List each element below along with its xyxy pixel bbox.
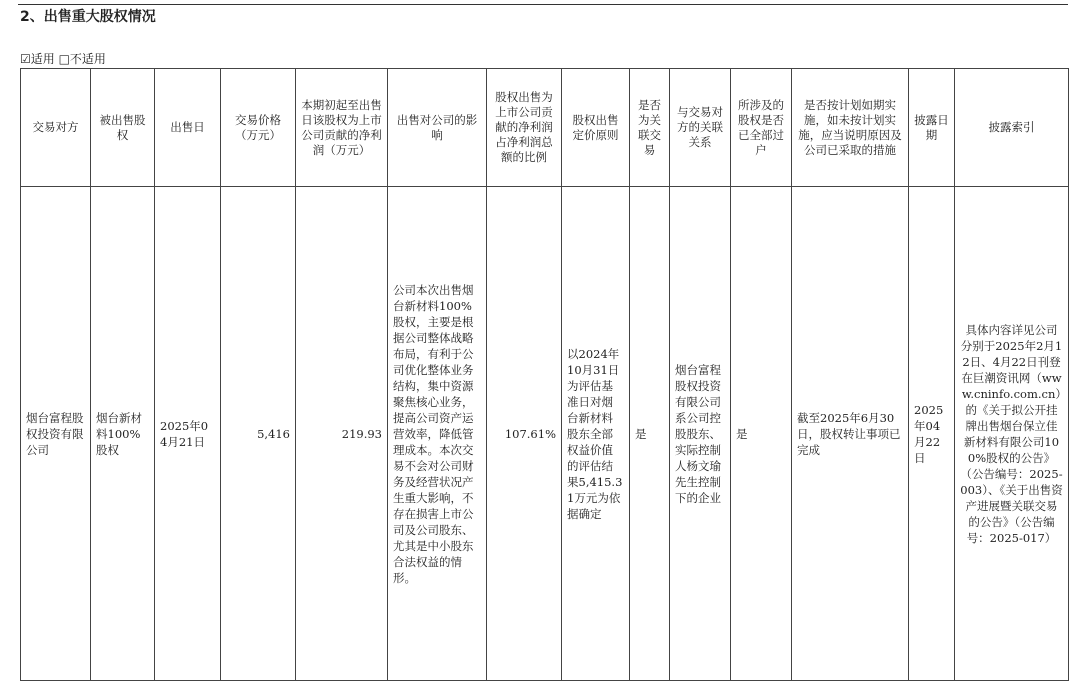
cell-relationship: 烟台富程股权投资有限公司系公司控股股东、实际控制人杨文瑜先生控制下的企业 — [670, 187, 731, 681]
table-header-row — [21, 69, 1069, 187]
header-profit-ratio: 股权出售为上市公司贡献的净利润占净利润总额的比例 — [487, 69, 562, 187]
header-pricing-principle: 股权出售定价原则 — [562, 69, 630, 187]
cell-net-profit-contribution: 219.93 — [296, 187, 388, 681]
header-equity-sold: 被出售股权 — [91, 69, 155, 187]
cell-pricing-principle: 以2024年10月31日为评估基准日对烟台新材料股东全部权益价值的评估结果5,415.31万元为依据确定 — [562, 187, 630, 681]
header-disclosure-index: 披露索引 — [955, 69, 1069, 187]
cell-counterparty: 烟台富程股权投资有限公司 — [21, 187, 91, 681]
cell-price: 5,416 — [221, 187, 296, 681]
header-impact: 出售对公司的影响 — [388, 69, 487, 187]
cell-sale-date: 2025年04月21日 — [155, 187, 221, 681]
header-counterparty: 交易对方 — [21, 69, 91, 187]
table-row — [21, 187, 1069, 681]
cell-is-related: 是 — [630, 187, 670, 681]
cell-disclosure-index: 具体内容详见公司分别于2025年2月12日、4月22日刊登在巨潮资讯网（www.cninfo.com.cn）的《关于拟公开挂牌出售烟台保立佳新材料有限公司100%股权的公告》（公告编号：2025-003）、《关于出售资产进展暨关联交易的公告》（公告编号：2025-017） — [955, 187, 1069, 681]
applicability-line — [20, 52, 106, 66]
header-relationship: 与交易对方的关联关系 — [670, 69, 731, 187]
header-is-related: 是否为关联交易 — [630, 69, 670, 187]
cell-profit-ratio: 107.61% — [487, 187, 562, 681]
section-title: 2、出售重大股权情况 — [20, 9, 156, 25]
top-rule — [18, 4, 1068, 5]
cell-implemented-as-planned: 截至2025年6月30日，股权转让事项已完成 — [792, 187, 909, 681]
header-sale-date: 出售日 — [155, 69, 221, 187]
cell-disclosure-date: 2025年04月22日 — [909, 187, 955, 681]
applicable-checkbox-label: ☑适用 — [20, 52, 55, 66]
header-disclosure-date: 披露日期 — [909, 69, 955, 187]
header-net-profit-contribution: 本期初起至出售日该股权为上市公司贡献的净利润（万元） — [296, 69, 388, 187]
cell-impact: 公司本次出售烟台新材料100%股权，主要是根据公司整体战略布局，有利于公司优化整体业务结构，集中资源聚焦核心业务，提高公司资产运营效率，降低管理成本。本次交易不会对公司财务及经营状况产生重大影响，不存在损害上市公司及公司股东、尤其是中小股东合法权益的情形。 — [388, 187, 487, 681]
header-fully-transferred: 所涉及的股权是否已全部过户 — [731, 69, 792, 187]
cell-fully-transferred: 是 — [731, 187, 792, 681]
equity-sale-table — [20, 68, 1069, 681]
header-implemented-as-planned: 是否按计划如期实施，如未按计划实施，应当说明原因及公司已采取的措施 — [792, 69, 909, 187]
cell-equity-sold: 烟台新材料100%股权 — [91, 187, 155, 681]
header-price: 交易价格（万元） — [221, 69, 296, 187]
not-applicable-checkbox-label: □不适用 — [58, 52, 106, 66]
